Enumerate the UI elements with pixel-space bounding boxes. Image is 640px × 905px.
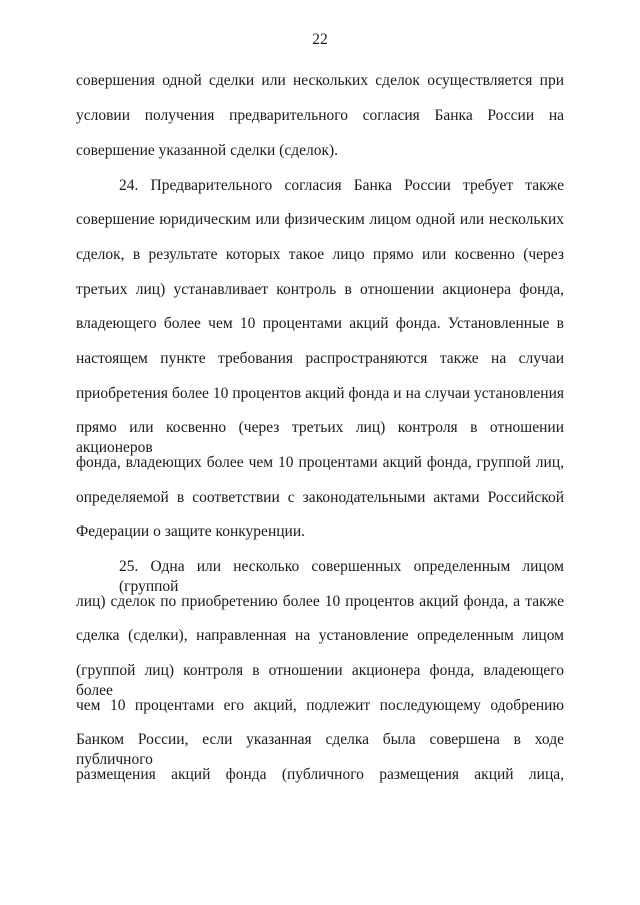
- text-line: размещения акций фонда (публичного размещения акций лица,: [76, 766, 564, 783]
- text-line: лиц) сделок по приобретению более 10 процентов акций фонда, а также: [76, 593, 564, 610]
- text-line: совершение юридическим или физическим лицом одной или нескольких: [76, 211, 564, 228]
- text-line: совершение указанной сделки (сделок).: [76, 142, 339, 159]
- text-line: условии получения предварительного согласия Банка России на: [76, 107, 564, 124]
- text-line: чем 10 процентами его акций, подлежит последующему одобрению: [76, 697, 564, 714]
- paragraph-25-first-line: 25. Одна или несколько совершенных определенным лицом (группой: [119, 558, 564, 595]
- text-line: третьих лиц) устанавливает контроль в отношении акционера фонда,: [76, 281, 564, 298]
- paragraph-24-first-line: 24. Предварительного согласия Банка России требует также: [119, 177, 564, 194]
- text-line: настоящем пункте требования распространяются также на случаи: [76, 350, 564, 367]
- text-line: сделка (сделки), направленная на установление определенным лицом: [76, 627, 564, 644]
- text-line: совершения одной сделки или нескольких сделок осуществляется при: [76, 72, 564, 89]
- text-line: Федерации о защите конкуренции.: [76, 523, 305, 540]
- text-line: фонда, владеющих более чем 10 процентами акций фонда, группой лиц,: [76, 454, 564, 471]
- text-line: прямо или косвенно (через третьих лиц) контроля в отношении акционеров: [76, 419, 564, 456]
- text-line: (группой лиц) контроля в отношении акционера фонда, владеющего более: [76, 662, 564, 699]
- text-line: Банком России, если указанная сделка была совершена в ходе публичного: [76, 731, 564, 768]
- text-line: определяемой в соответствии с законодательными актами Российской: [76, 489, 564, 506]
- text-line: владеющего более чем 10 процентами акций фонда. Установленные в: [76, 315, 564, 332]
- text-line: сделок, в результате которых такое лицо прямо или косвенно (через: [76, 246, 564, 263]
- text-line: приобретения более 10 процентов акций фонда и на случаи установления: [76, 385, 564, 402]
- page-number: 22: [312, 31, 328, 48]
